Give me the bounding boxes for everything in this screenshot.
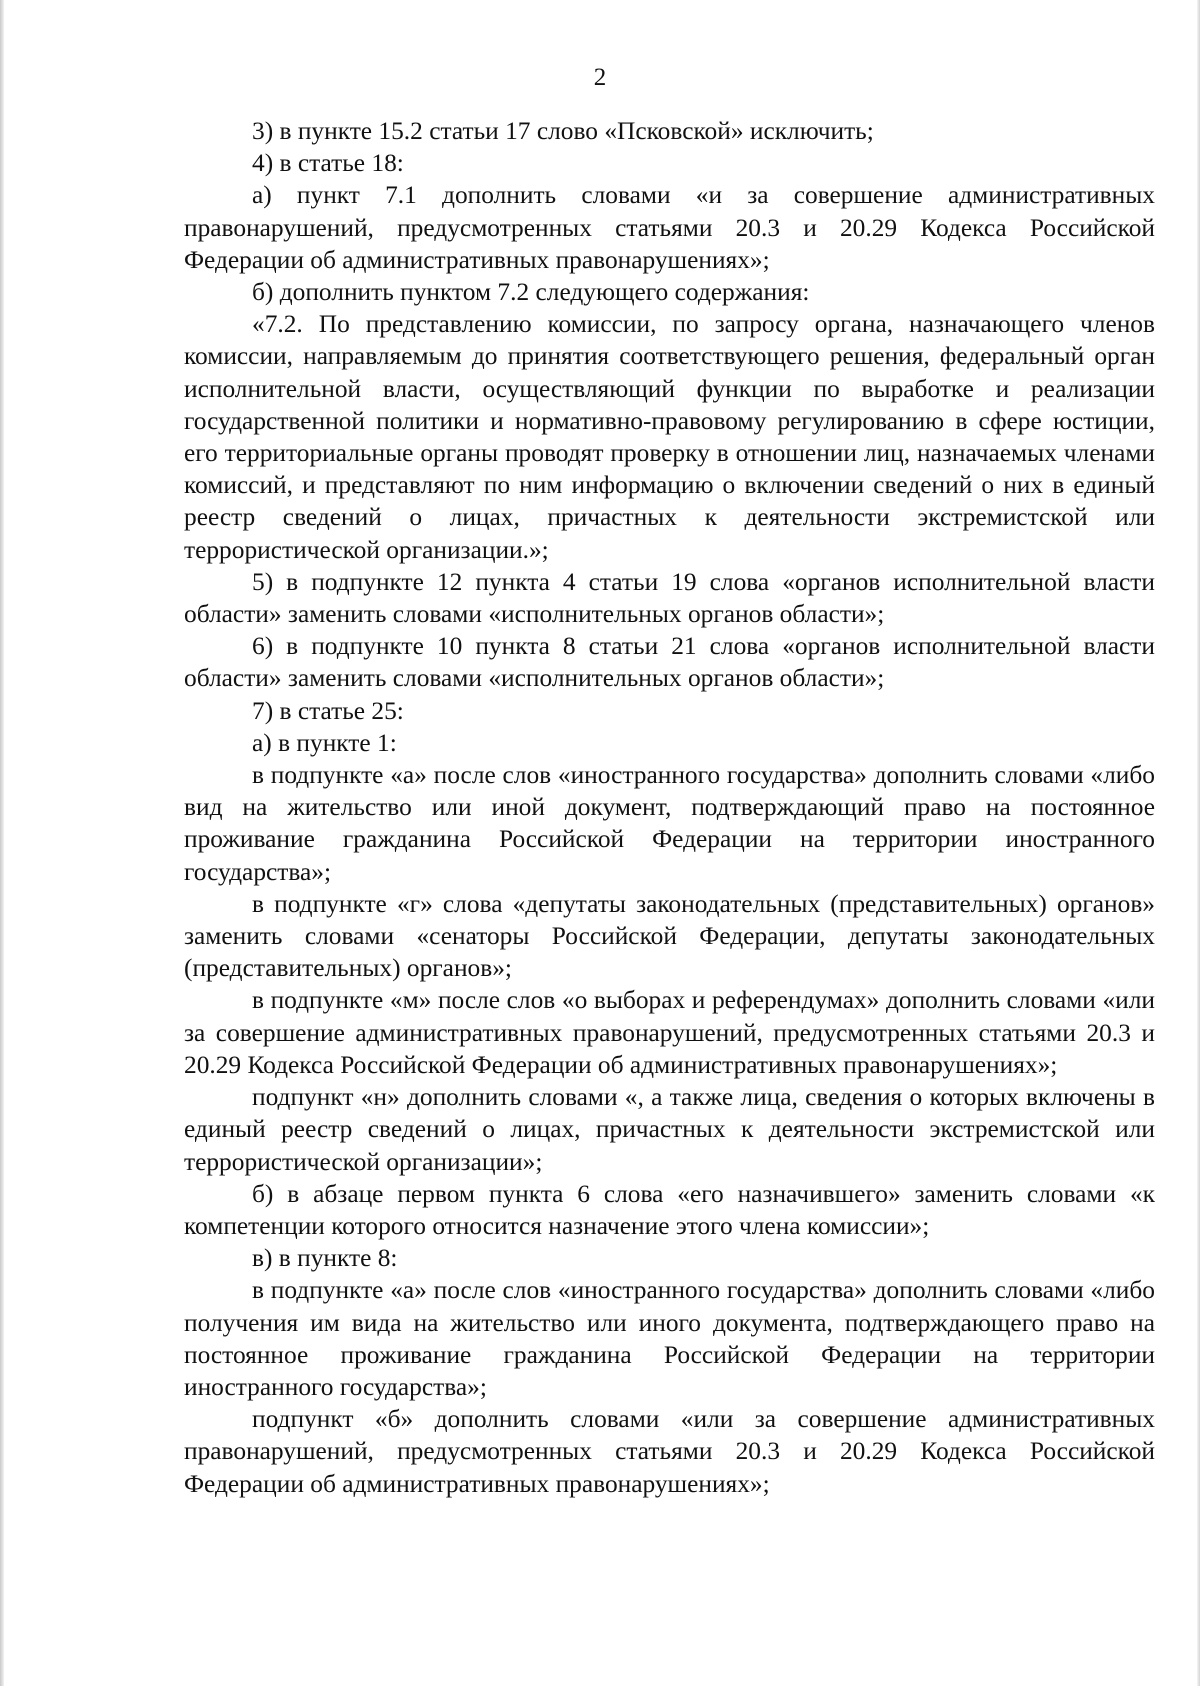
paragraph-subitem-m: в подпункте «м» после слов «о выборах и референдумах» дополнить словами «или за совершение административных правонарушений, предусмотренных статьями 20.3 и 20.29 Кодекса Российской Федерации об административных правонарушениях»; <box>184 986 1155 1079</box>
paragraph-item-7v: в) в пункте 8: <box>252 1244 398 1273</box>
paragraph-item-3: 3) в пункте 15.2 статьи 17 слово «Псковской» исключить; <box>252 117 874 145</box>
paragraph-item-5: 5) в подпункте 12 пункта 4 статьи 19 слова «органов исполнительной власти области» заменить словами «исполнительных органов области»; <box>184 567 1155 629</box>
paragraph-item-4a: а) пункт 7.1 дополнить словами «и за совершение административных правонарушений, предусмотренных статьями 20.3 и 20.29 Кодекса Российской Федерации об административных правонарушениях»; <box>184 181 1155 274</box>
scan-edge-left <box>0 0 4 1686</box>
paragraph-quoted-7-2: «7.2. По представлению комиссии, по запросу органа, назначающего членов комиссии, направляемым до принятия соответствующего решения, федеральный орган исполнительной власти, осуществляющий функции по выработке и реализации государственной политики и нормативно-правовому регулированию в сфере юстиции, его территориальные органы проводят проверку в отношении лиц, назначаемых членами комиссий, и представляют по ним информацию о включении сведений о них в единый реестр сведений о лицах, причастных к деятельности экстремистской или террористической организации.»; <box>184 310 1155 564</box>
paragraph-item-7a: а) в пункте 1: <box>252 728 397 757</box>
paragraph-subitem-g: в подпункте «г» слова «депутаты законодательных (представительных) органов» заменить словами «сенаторы Российской Федерации, депутаты законодательных (представительных) органов»; <box>184 889 1155 983</box>
page-number: 2 <box>593 64 607 91</box>
paragraph-item-4: 4) в статье 18: <box>252 149 404 178</box>
paragraph-subitem-n: подпункт «н» дополнить словами «, а также лица, сведения о которых включены в единый реестр сведений о лицах, причастных к деятельности экстремистской или террористической организации»; <box>184 1083 1155 1176</box>
document-body <box>184 115 1155 1500</box>
paragraph-subitem-a-2: в подпункте «а» после слов «иностранного государства» дополнить словами «либо получения им вида на жительство или иного документа, подтверждающего право на постоянное проживание гражданина Российской Федерации на территории иностранного государства»; <box>184 1276 1155 1401</box>
paragraph-subitem-b: подпункт «б» дополнить словами «или за совершение административных правонарушений, предусмотренных статьями 20.3 и 20.29 Кодекса Российской Федерации об административных правонарушениях»; <box>184 1405 1155 1498</box>
paragraph-item-6: 6) в подпункте 10 пункта 8 статьи 21 слова «органов исполнительной власти области» заменить словами «исполнительных органов области»; <box>184 632 1155 693</box>
paragraph-item-4b: б) дополнить пунктом 7.2 следующего содержания: <box>252 278 810 307</box>
paragraph-item-7: 7) в статье 25: <box>252 696 404 725</box>
paragraph-subitem-a: в подпункте «а» после слов «иностранного государства» дополнить словами «либо вид на жительство или иной документ, подтверждающий право на постоянное проживание гражданина Российской Федерации на территории иностранного государства»; <box>184 761 1155 886</box>
paragraph-item-7b: б) в абзаце первом пункта 6 слова «его назначившего» заменить словами «к компетенции которого относится назначение этого члена комиссии»; <box>184 1179 1155 1240</box>
